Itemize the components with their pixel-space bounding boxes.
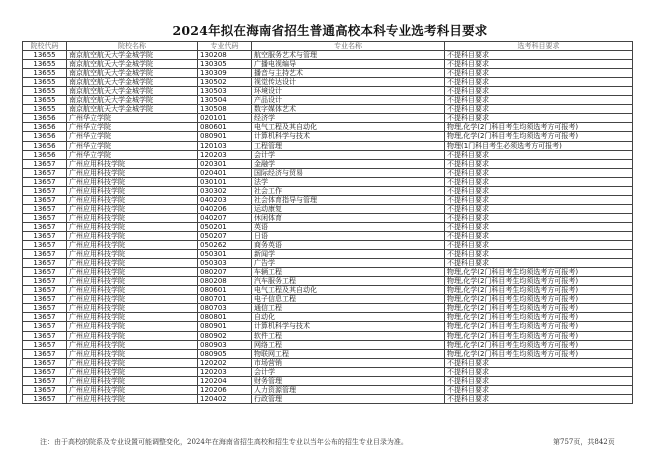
cell-school-code: 13657 — [23, 177, 67, 186]
cell-school-code: 13657 — [23, 304, 67, 313]
cell-major-name: 英语 — [252, 222, 445, 231]
cell-major-code: 080801 — [198, 313, 252, 322]
cell-school-code: 13657 — [23, 231, 67, 240]
cell-school-code: 13655 — [23, 87, 67, 96]
cell-school-name: 广州应用科技学院 — [67, 277, 198, 286]
cell-school-code: 13657 — [23, 322, 67, 331]
cell-subject-requirement: 不提科目要求 — [445, 78, 633, 87]
table-header-row — [23, 42, 633, 51]
header-major-name: 专业名称 — [252, 42, 445, 51]
cell-school-code: 13655 — [23, 105, 67, 114]
table-row — [23, 259, 633, 268]
cell-major-name: 会计学 — [252, 367, 445, 376]
table-row — [23, 141, 633, 150]
cell-school-name: 广州应用科技学院 — [67, 331, 198, 340]
cell-subject-requirement: 物理(1门科目考生必须选考方可报考) — [445, 141, 633, 150]
cell-school-code: 13657 — [23, 331, 67, 340]
cell-major-code: 130508 — [198, 105, 252, 114]
document-title: 2024年拟在海南省招生普通高校本科专业选考科目要求 — [172, 23, 488, 38]
table-row — [23, 268, 633, 277]
cell-school-code: 13657 — [23, 394, 67, 403]
table-row — [23, 385, 633, 394]
cell-school-code: 13657 — [23, 367, 67, 376]
header-subject-requirement: 选考科目要求 — [445, 42, 633, 51]
cell-school-code: 13657 — [23, 250, 67, 259]
table-row — [23, 114, 633, 123]
cell-major-code: 080207 — [198, 268, 252, 277]
cell-school-name: 广州应用科技学院 — [67, 268, 198, 277]
cell-major-name: 通信工程 — [252, 304, 445, 313]
cell-school-code: 13657 — [23, 222, 67, 231]
cell-major-code: 130208 — [198, 51, 252, 60]
cell-school-name: 广州应用科技学院 — [67, 241, 198, 250]
table-body — [23, 51, 633, 404]
table-row — [23, 322, 633, 331]
table-row — [23, 186, 633, 195]
cell-subject-requirement: 不提科目要求 — [445, 204, 633, 213]
cell-major-code: 080901 — [198, 132, 252, 141]
cell-major-name: 人力资源管理 — [252, 385, 445, 394]
cell-subject-requirement: 不提科目要求 — [445, 385, 633, 394]
header-school-name: 院校名称 — [67, 42, 198, 51]
cell-subject-requirement: 物理,化学(2门科目考生均须选考方可报考) — [445, 349, 633, 358]
table-row — [23, 241, 633, 250]
cell-subject-requirement: 不提科目要求 — [445, 114, 633, 123]
cell-subject-requirement: 不提科目要求 — [445, 241, 633, 250]
table-row — [23, 168, 633, 177]
cell-major-name: 软件工程 — [252, 331, 445, 340]
cell-school-name: 南京航空航天大学金城学院 — [67, 87, 198, 96]
cell-school-name: 广州应用科技学院 — [67, 376, 198, 385]
cell-school-name: 广州应用科技学院 — [67, 349, 198, 358]
cell-major-name: 播音与主持艺术 — [252, 69, 445, 78]
table-row — [23, 96, 633, 105]
cell-school-name: 南京航空航天大学金城学院 — [67, 105, 198, 114]
table-row — [23, 340, 633, 349]
cell-school-name: 广州华立学院 — [67, 150, 198, 159]
cell-major-code: 040203 — [198, 195, 252, 204]
cell-major-code: 120402 — [198, 394, 252, 403]
cell-school-code: 13657 — [23, 295, 67, 304]
cell-major-code: 130504 — [198, 96, 252, 105]
table-row — [23, 222, 633, 231]
cell-subject-requirement: 不提科目要求 — [445, 213, 633, 222]
cell-major-name: 产品设计 — [252, 96, 445, 105]
cell-major-name: 市场营销 — [252, 358, 445, 367]
cell-school-name: 广州华立学院 — [67, 132, 198, 141]
table-row — [23, 231, 633, 240]
cell-major-name: 计算机科学与技术 — [252, 132, 445, 141]
table-row — [23, 286, 633, 295]
cell-major-code: 080601 — [198, 123, 252, 132]
cell-subject-requirement: 物理,化学(2门科目考生均须选考方可报考) — [445, 322, 633, 331]
cell-major-code: 120206 — [198, 385, 252, 394]
cell-subject-requirement: 不提科目要求 — [445, 168, 633, 177]
cell-major-code: 020101 — [198, 114, 252, 123]
cell-school-name: 广州应用科技学院 — [67, 195, 198, 204]
table-row — [23, 132, 633, 141]
table-row — [23, 177, 633, 186]
table-row — [23, 213, 633, 222]
cell-subject-requirement: 不提科目要求 — [445, 69, 633, 78]
cell-school-code: 13657 — [23, 159, 67, 168]
cell-major-name: 会计学 — [252, 150, 445, 159]
cell-school-name: 广州华立学院 — [67, 123, 198, 132]
cell-school-code: 13655 — [23, 69, 67, 78]
cell-subject-requirement: 不提科目要求 — [445, 231, 633, 240]
cell-school-name: 广州应用科技学院 — [67, 295, 198, 304]
requirements-table — [22, 41, 633, 404]
cell-school-name: 广州应用科技学院 — [67, 177, 198, 186]
cell-school-code: 13657 — [23, 195, 67, 204]
cell-major-code: 050207 — [198, 231, 252, 240]
cell-major-code: 080902 — [198, 331, 252, 340]
cell-school-code: 13657 — [23, 186, 67, 195]
cell-major-name: 广播电视编导 — [252, 60, 445, 69]
cell-school-name: 广州应用科技学院 — [67, 367, 198, 376]
cell-subject-requirement: 不提科目要求 — [445, 394, 633, 403]
cell-school-name: 广州应用科技学院 — [67, 231, 198, 240]
table-row — [23, 304, 633, 313]
cell-major-code: 130309 — [198, 69, 252, 78]
table-row — [23, 277, 633, 286]
table-row — [23, 367, 633, 376]
cell-school-code: 13656 — [23, 132, 67, 141]
cell-major-name: 物联网工程 — [252, 349, 445, 358]
cell-major-name: 国际经济与贸易 — [252, 168, 445, 177]
cell-school-code: 13655 — [23, 60, 67, 69]
cell-subject-requirement: 不提科目要求 — [445, 60, 633, 69]
cell-school-name: 广州应用科技学院 — [67, 304, 198, 313]
cell-school-code: 13655 — [23, 96, 67, 105]
cell-major-code: 120202 — [198, 358, 252, 367]
cell-school-code: 13657 — [23, 358, 67, 367]
cell-major-name: 运动康复 — [252, 204, 445, 213]
cell-school-code: 13656 — [23, 114, 67, 123]
cell-major-name: 汽车服务工程 — [252, 277, 445, 286]
table-row — [23, 69, 633, 78]
cell-school-code: 13657 — [23, 313, 67, 322]
cell-school-name: 广州应用科技学院 — [67, 168, 198, 177]
cell-school-name: 广州华立学院 — [67, 114, 198, 123]
cell-subject-requirement: 不提科目要求 — [445, 376, 633, 385]
table-row — [23, 204, 633, 213]
cell-subject-requirement: 不提科目要求 — [445, 250, 633, 259]
cell-school-name: 广州应用科技学院 — [67, 259, 198, 268]
cell-major-code: 130503 — [198, 87, 252, 96]
table-row — [23, 51, 633, 60]
cell-school-code: 13657 — [23, 385, 67, 394]
table-row — [23, 87, 633, 96]
cell-subject-requirement: 不提科目要求 — [445, 259, 633, 268]
cell-subject-requirement: 不提科目要求 — [445, 87, 633, 96]
cell-major-name: 环境设计 — [252, 87, 445, 96]
cell-major-name: 商务英语 — [252, 241, 445, 250]
table-row — [23, 105, 633, 114]
table-row — [23, 78, 633, 87]
cell-school-code: 13657 — [23, 204, 67, 213]
cell-school-code: 13657 — [23, 340, 67, 349]
cell-major-name: 电气工程及其自动化 — [252, 286, 445, 295]
cell-subject-requirement: 物理,化学(2门科目考生均须选考方可报考) — [445, 304, 633, 313]
cell-school-name: 广州应用科技学院 — [67, 322, 198, 331]
cell-subject-requirement: 物理,化学(2门科目考生均须选考方可报考) — [445, 340, 633, 349]
cell-major-code: 050301 — [198, 250, 252, 259]
cell-school-name: 南京航空航天大学金城学院 — [67, 60, 198, 69]
cell-major-code: 080905 — [198, 349, 252, 358]
cell-major-name: 法学 — [252, 177, 445, 186]
cell-major-name: 日语 — [252, 231, 445, 240]
cell-subject-requirement: 不提科目要求 — [445, 358, 633, 367]
cell-school-name: 广州应用科技学院 — [67, 159, 198, 168]
cell-subject-requirement: 不提科目要求 — [445, 367, 633, 376]
table-row — [23, 313, 633, 322]
cell-major-name: 经济学 — [252, 114, 445, 123]
cell-subject-requirement: 不提科目要求 — [445, 195, 633, 204]
cell-major-code: 080901 — [198, 322, 252, 331]
cell-school-name: 广州应用科技学院 — [67, 213, 198, 222]
cell-major-code: 030101 — [198, 177, 252, 186]
table-row — [23, 150, 633, 159]
cell-major-name: 电气工程及其自动化 — [252, 123, 445, 132]
cell-major-code: 130305 — [198, 60, 252, 69]
cell-school-name: 广州应用科技学院 — [67, 313, 198, 322]
cell-school-code: 13655 — [23, 51, 67, 60]
cell-school-code: 13657 — [23, 286, 67, 295]
cell-school-name: 广州应用科技学院 — [67, 222, 198, 231]
cell-subject-requirement: 不提科目要求 — [445, 51, 633, 60]
cell-subject-requirement: 不提科目要求 — [445, 222, 633, 231]
table-row — [23, 331, 633, 340]
cell-school-name: 广州应用科技学院 — [67, 394, 198, 403]
cell-subject-requirement: 物理,化学(2门科目考生均须选考方可报考) — [445, 277, 633, 286]
cell-school-name: 南京航空航天大学金城学院 — [67, 69, 198, 78]
table-row — [23, 376, 633, 385]
cell-major-name: 新闻学 — [252, 250, 445, 259]
cell-major-name: 航空服务艺术与管理 — [252, 51, 445, 60]
cell-school-name: 广州华立学院 — [67, 141, 198, 150]
table-row — [23, 123, 633, 132]
cell-major-code: 050201 — [198, 222, 252, 231]
cell-major-name: 电子信息工程 — [252, 295, 445, 304]
cell-subject-requirement: 不提科目要求 — [445, 186, 633, 195]
cell-major-code: 080703 — [198, 304, 252, 313]
cell-major-code: 020301 — [198, 159, 252, 168]
cell-school-code: 13657 — [23, 349, 67, 358]
cell-subject-requirement: 物理,化学(2门科目考生均须选考方可报考) — [445, 331, 633, 340]
cell-major-name: 社会体育指导与管理 — [252, 195, 445, 204]
cell-school-name: 广州应用科技学院 — [67, 358, 198, 367]
cell-school-name: 广州应用科技学院 — [67, 204, 198, 213]
cell-school-name: 广州应用科技学院 — [67, 186, 198, 195]
cell-major-name: 休闲体育 — [252, 213, 445, 222]
cell-major-code: 120203 — [198, 150, 252, 159]
cell-major-code: 120203 — [198, 367, 252, 376]
page-indicator: 第757页，共842页 — [553, 438, 615, 446]
cell-school-name: 广州应用科技学院 — [67, 385, 198, 394]
cell-school-code: 13657 — [23, 268, 67, 277]
cell-subject-requirement: 物理,化学(2门科目考生均须选考方可报考) — [445, 268, 633, 277]
cell-major-code: 130502 — [198, 78, 252, 87]
cell-major-name: 财务管理 — [252, 376, 445, 385]
cell-school-code: 13657 — [23, 213, 67, 222]
cell-major-name: 自动化 — [252, 313, 445, 322]
table-row — [23, 358, 633, 367]
cell-major-name: 工程管理 — [252, 141, 445, 150]
cell-school-name: 南京航空航天大学金城学院 — [67, 78, 198, 87]
table-row — [23, 250, 633, 259]
cell-school-name: 广州应用科技学院 — [67, 250, 198, 259]
cell-school-code: 13656 — [23, 123, 67, 132]
cell-major-code: 080903 — [198, 340, 252, 349]
cell-major-code: 080701 — [198, 295, 252, 304]
cell-major-name: 视觉传达设计 — [252, 78, 445, 87]
cell-major-code: 120103 — [198, 141, 252, 150]
cell-subject-requirement: 不提科目要求 — [445, 150, 633, 159]
cell-major-code: 040206 — [198, 204, 252, 213]
cell-subject-requirement: 不提科目要求 — [445, 177, 633, 186]
cell-major-name: 广告学 — [252, 259, 445, 268]
cell-school-code: 13657 — [23, 168, 67, 177]
table-row — [23, 195, 633, 204]
table-row — [23, 159, 633, 168]
cell-major-code: 080601 — [198, 286, 252, 295]
cell-subject-requirement: 物理,化学(2门科目考生均须选考方可报考) — [445, 295, 633, 304]
cell-subject-requirement: 物理,化学(2门科目考生均须选考方可报考) — [445, 132, 633, 141]
cell-major-name: 金融学 — [252, 159, 445, 168]
cell-major-code: 120204 — [198, 376, 252, 385]
table-row — [23, 394, 633, 403]
cell-major-code: 020401 — [198, 168, 252, 177]
cell-school-name: 南京航空航天大学金城学院 — [67, 96, 198, 105]
cell-subject-requirement: 不提科目要求 — [445, 159, 633, 168]
table-row — [23, 60, 633, 69]
cell-school-code: 13657 — [23, 259, 67, 268]
header-school-code: 院校代码 — [23, 42, 67, 51]
cell-major-name: 网络工程 — [252, 340, 445, 349]
cell-school-name: 广州应用科技学院 — [67, 340, 198, 349]
cell-major-code: 050303 — [198, 259, 252, 268]
cell-major-name: 社会工作 — [252, 186, 445, 195]
cell-subject-requirement: 物理,化学(2门科目考生均须选考方可报考) — [445, 286, 633, 295]
cell-major-code: 030302 — [198, 186, 252, 195]
cell-school-code: 13656 — [23, 141, 67, 150]
cell-school-code: 13655 — [23, 78, 67, 87]
table-row — [23, 349, 633, 358]
cell-school-code: 13657 — [23, 277, 67, 286]
cell-major-code: 080208 — [198, 277, 252, 286]
cell-school-code: 13657 — [23, 376, 67, 385]
cell-major-name: 行政管理 — [252, 394, 445, 403]
cell-school-code: 13657 — [23, 241, 67, 250]
table-row — [23, 295, 633, 304]
cell-subject-requirement: 不提科目要求 — [445, 105, 633, 114]
cell-subject-requirement: 不提科目要求 — [445, 96, 633, 105]
footer-note: 注：由于高校的院系及专业设置可能调整变化，2024年在海南省招生高校和招生专业以当年公布的招生专业目录为准。 — [40, 438, 408, 446]
cell-school-code: 13656 — [23, 150, 67, 159]
cell-school-name: 南京航空航天大学金城学院 — [67, 51, 198, 60]
cell-major-code: 050262 — [198, 241, 252, 250]
cell-major-code: 040207 — [198, 213, 252, 222]
header-major-code: 专业代码 — [198, 42, 252, 51]
cell-major-name: 计算机科学与技术 — [252, 322, 445, 331]
cell-major-name: 车辆工程 — [252, 268, 445, 277]
cell-school-name: 广州应用科技学院 — [67, 286, 198, 295]
cell-subject-requirement: 物理,化学(2门科目考生均须选考方可报考) — [445, 313, 633, 322]
cell-major-name: 数字媒体艺术 — [252, 105, 445, 114]
cell-subject-requirement: 物理,化学(2门科目考生均须选考方可报考) — [445, 123, 633, 132]
